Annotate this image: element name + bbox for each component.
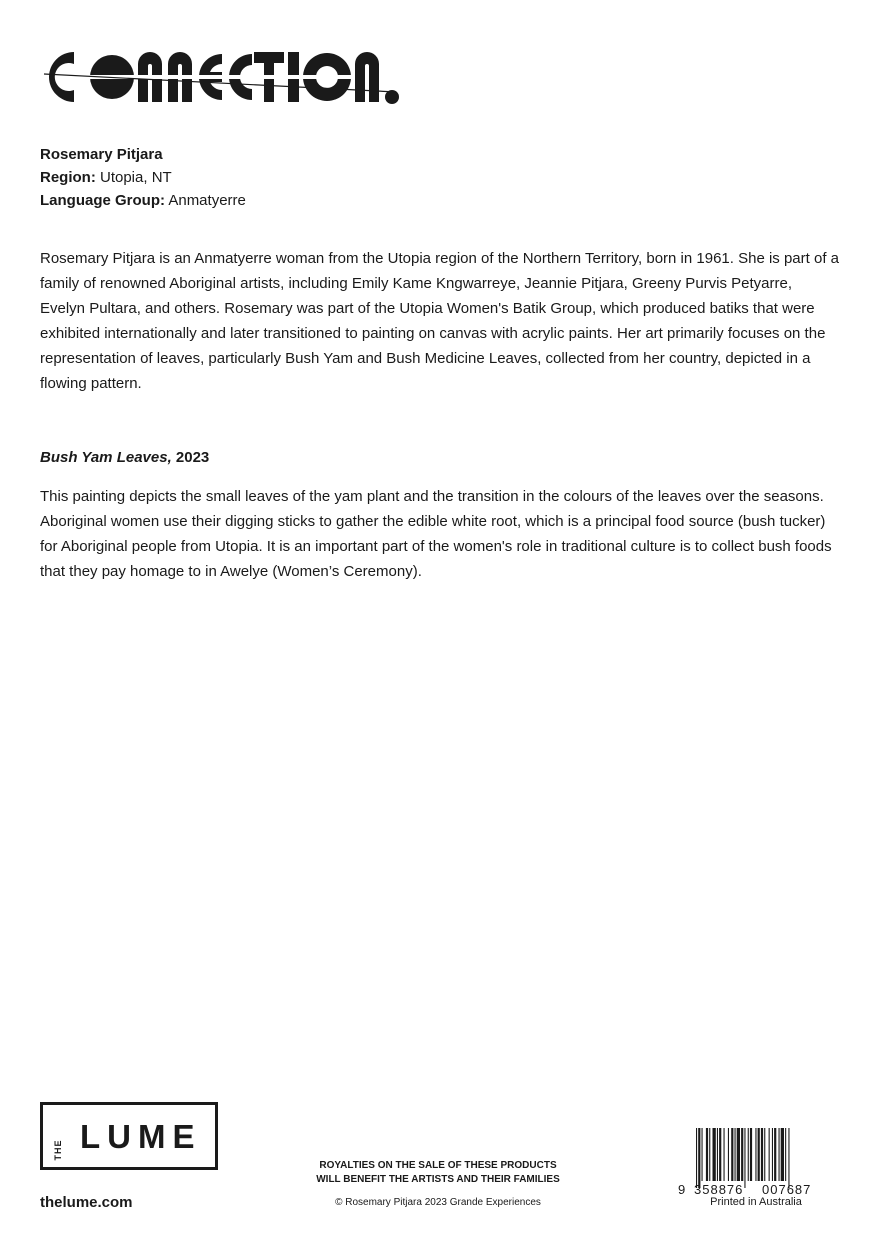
printed-in: Printed in Australia	[710, 1196, 802, 1208]
barcode-bars	[696, 1128, 790, 1188]
barcode-bar	[728, 1128, 729, 1181]
barcode-bar	[750, 1128, 752, 1181]
barcode-bar	[788, 1128, 789, 1188]
region-label: Region:	[40, 169, 96, 186]
barcode-bar	[755, 1128, 756, 1181]
barcode-digit-first: 9	[678, 1182, 686, 1197]
barcode-bar	[706, 1128, 708, 1181]
barcode-bar	[772, 1128, 773, 1181]
barcode-bar	[696, 1128, 697, 1188]
barcode-bar	[717, 1128, 718, 1181]
barcode-bar	[719, 1128, 721, 1181]
barcode-bar	[713, 1128, 716, 1181]
language-value: Anmatyerre	[168, 192, 246, 209]
language-label: Language Group:	[40, 192, 165, 209]
barcode-bar	[758, 1128, 760, 1181]
the-lume-logo	[40, 1102, 218, 1170]
barcode-bar	[774, 1128, 776, 1181]
barcode-bar	[764, 1128, 765, 1181]
website-link[interactable]: thelume.com	[40, 1194, 133, 1211]
royalties-line-1: ROYALTIES ON THE SALE OF THESE PRODUCTS	[319, 1160, 557, 1171]
barcode-bar	[748, 1128, 749, 1181]
artist-bio: Rosemary Pitjara is an Anmatyerre woman from the Utopia region of the Northern Territory, born in 1961. She is part of a family of renowned Aboriginal artists, including Emily Kame Kngwarreye, Jeannie Pitjara, Greeny Purvis Petyarre, Evelyn Pultara, and others. Rosemary was part of the Utopia Women's Batik Group, which produced batiks that were exhibited internationally and later transitioned to painting on canvas with acrylic paints. Her art primarily focuses on the representation of leaves, particularly Bush Yam and Bush Medicine Leaves, collected from her country, depicted in a flowing pattern.	[40, 250, 839, 392]
region-value: Utopia, NT	[100, 169, 172, 186]
connection-logo	[40, 44, 402, 110]
royalties-line-2: WILL BENEFIT THE ARTISTS AND THEIR FAMILIES	[316, 1174, 560, 1185]
barcode-digits-right: 007687	[762, 1182, 812, 1197]
language-row	[40, 189, 246, 212]
barcode-bar	[785, 1128, 786, 1181]
barcode-bar	[724, 1128, 725, 1181]
barcode-bar	[741, 1128, 743, 1181]
logo-text: CONNECTION.	[40, 44, 47, 45]
barcode-bar	[744, 1128, 745, 1188]
artist-name: Rosemary Pitjara	[40, 146, 163, 163]
barcode-bar	[781, 1128, 784, 1181]
barcode-bar	[735, 1128, 736, 1181]
barcode-bar	[779, 1128, 780, 1181]
artwork-name: Bush Yam Leaves,	[40, 449, 172, 466]
artwork-title	[40, 447, 209, 469]
barcode-bar	[769, 1128, 770, 1181]
logo-the-text: THE	[53, 1139, 63, 1161]
barcode-bar	[698, 1128, 700, 1188]
barcode-bar	[737, 1128, 740, 1181]
artwork-description: This painting depicts the small leaves of the yam plant and the transition in the colours of the leaves over the seasons. Aboriginal women use their digging sticks to gather the edible white root, which is a principal food source (bush tucker) for Aboriginal people from Utopia. It is an important part of the women's role in traditional culture is to collect bush foods that they pay homage to in Awelye (Women’s Ceremony).	[40, 488, 832, 580]
barcode-bar	[761, 1128, 763, 1181]
artwork-year: 2023	[175, 449, 210, 466]
royalties-notice	[308, 1159, 568, 1187]
barcode-digits-left: 358876	[694, 1182, 744, 1197]
artist-details	[40, 143, 246, 212]
barcode-bar	[702, 1128, 703, 1181]
barcode	[674, 1128, 838, 1198]
barcode-bar	[731, 1128, 733, 1181]
barcode-bar	[709, 1128, 710, 1181]
copyright-notice: © Rosemary Pitjara 2023 Grande Experiences	[335, 1197, 541, 1208]
logo-lume: LUME	[80, 1118, 202, 1155]
region-row	[40, 166, 246, 189]
